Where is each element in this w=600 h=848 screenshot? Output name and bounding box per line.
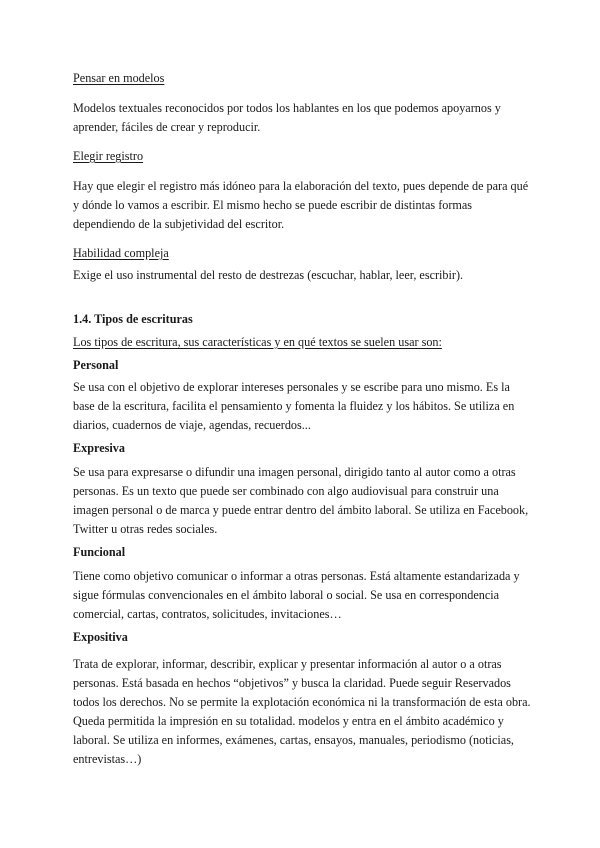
type-heading-personal: Personal [73,358,119,372]
text-line: Se usa con el objetivo de explorar intereses personales y se escribe para uno mismo. Es la [73,380,510,394]
text-line: Hay que elegir el registro más idóneo para la elaboración del texto, pues depende de para qué [73,179,529,193]
type-paragraph-funcional [73,567,531,624]
section-title-pensar-en-modelos: Pensar en modelos [73,71,165,85]
text-line: aprender, fáciles de crear y reproducir. [73,120,261,134]
text-line: Twitter u otras redes sociales. [73,522,218,536]
section-title-elegir-registro: Elegir registro [73,149,144,163]
text-line: dependiendo de la subjetividad del escritor. [73,217,285,231]
text-line: personas. Está basada en hechos “objetivos” y busca la claridad. Puede seguir Reservados [73,676,511,690]
text-line: personas. Es un texto que puede ser combinado con algo audiovisual para construir una [73,484,499,498]
section-paragraph-habilidad-compleja [73,266,531,285]
text-line: Trata de explorar, informar, describir, explicar y presentar información al autor o a otras [73,657,502,671]
type-paragraph-personal [73,378,531,435]
text-line: comercial, cartas, contratos, solicitudes, invitaciones… [73,607,342,621]
section-paragraph-pensar-en-modelos [73,99,531,137]
text-line: Tiene como objetivo comunicar o informar a otras personas. Está altamente estandarizada y [73,569,520,583]
text-line: imagen personal o de marca y puede entrar dentro del ámbito laboral. Se utiliza en Facebook, [73,503,529,517]
text-line: Queda permitida la impresión en su totalidad. modelos y entra en el ámbito académico y [73,714,504,728]
text-line: y dónde lo vamos a escribir. El mismo hecho se puede escribir de distintas formas [73,198,473,212]
text-line: Modelos textuales reconocidos por todos los hablantes en los que podemos apoyarnos y [73,101,501,115]
text-line: diarios, cuadernos de viaje, agendas, recuerdos... [73,418,311,432]
section-paragraph-elegir-registro [73,177,531,234]
text-line: sigue fórmulas convencionales en el ámbito laboral o social. Se usa en correspondencia [73,588,500,602]
chapter-heading: 1.4. Tipos de escrituras [73,312,193,326]
text-line: laboral. Se utiliza en informes, exámenes, cartas, ensayos, manuales, periodismo (noticias, [73,733,514,747]
text-line: entrevistas…) [73,752,142,766]
text-line: base de la escritura, facilita el pensamiento y fomenta la fluidez y los hábitos. Se utiliza en [73,399,515,413]
type-heading-expositiva: Expositiva [73,630,128,644]
text-line: Se usa para expresarse o difundir una imagen personal, dirigido tanto al autor como a otras [73,465,516,479]
type-heading-funcional: Funcional [73,545,126,559]
type-paragraph-expositiva [73,655,531,769]
chapter-intro: Los tipos de escritura, sus características y en qué textos se suelen usar son: [73,335,442,349]
text-line: Exige el uso instrumental del resto de destrezas (escuchar, hablar, leer, escribir). [73,268,464,282]
text-line: todos los derechos. No se permite la explotación económica ni la transformación de esta obra. [73,695,531,709]
type-paragraph-expresiva [73,463,531,539]
type-heading-expresiva: Expresiva [73,441,125,455]
section-title-habilidad-compleja: Habilidad compleja [73,246,169,260]
